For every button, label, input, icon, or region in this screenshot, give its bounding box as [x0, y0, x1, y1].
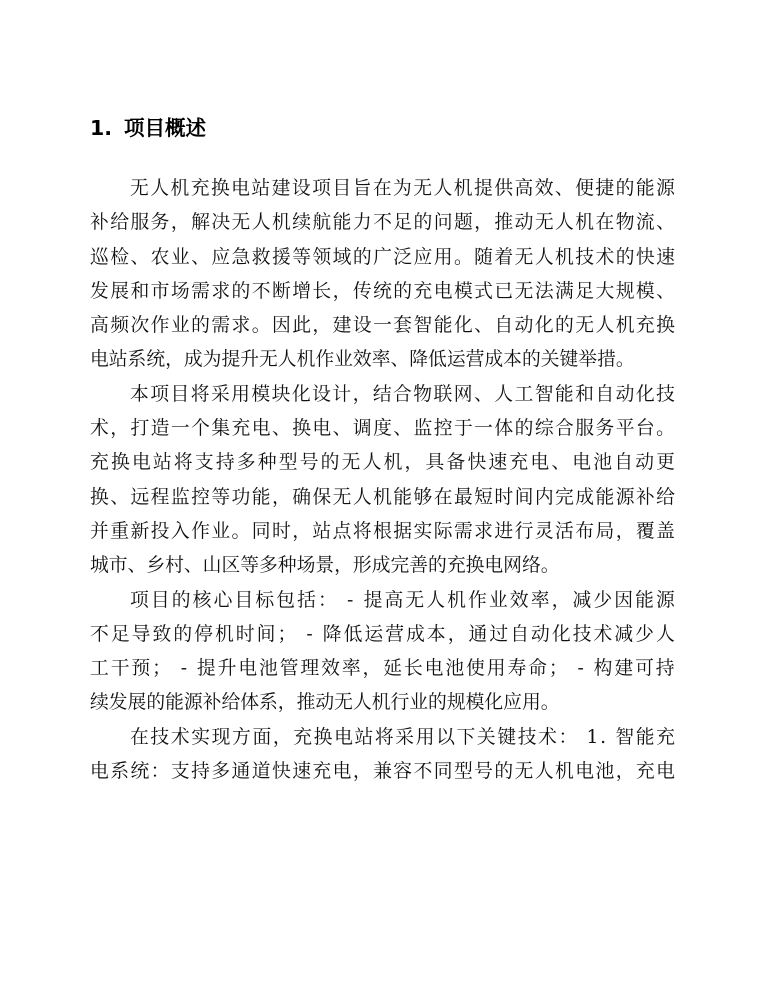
paragraph-1	[90, 172, 675, 378]
paragraph-line: 高 频 次 作 业 的 需 求 。 因 此 ， 建 设 一 套 智 能 化 、 自 动 化 的 无 人 机 充 换	[90, 315, 675, 337]
paragraph-line: 续发展的能源补给体系，推动无人机行业的规模化应用。	[90, 692, 560, 714]
paragraph-2	[90, 378, 675, 584]
paragraph-line: 术 ， 打 造 一 个 集 充 电 、 换 电 、 调 度 、 监 控 于 一 体 的 综 合 服 务 平 台 。	[90, 418, 675, 440]
paragraph-line: 电 系 统 ： 支 持 多 通 道 快 速 充 电 ， 兼 容 不 同 型 号 的 无 人 机 电 池 ， 充 电	[90, 761, 675, 783]
paragraph-line: 巡 检 、 农 业 、 应 急 救 援 等 领 域 的 广 泛 应 用 。 随 着 无 人 机 技 术 的 快 速	[90, 246, 675, 268]
section-title: 项目概述	[124, 116, 206, 140]
paragraph-line: 发 展 和 市 场 需 求 的 不 断 增 长 ， 传 统 的 充 电 模 式 已 无 法 满 足 大 规 模 、	[90, 280, 675, 302]
paragraph-line: 电站系统，成为提升无人机作业效率、降低运营成本的关键举措。	[90, 349, 635, 371]
paragraph-line: 工 干 预 ； - 提 升 电 池 管 理 效 率 ， 延 长 电 池 使 用 寿 命 ； - 构 建 可 持	[90, 658, 675, 680]
paragraph-3	[90, 584, 675, 721]
section-heading	[90, 112, 206, 144]
paragraph-line: 补 给 服 务 ， 解 决 无 人 机 续 航 能 力 不 足 的 问 题 ， 推 动 无 人 机 在 物 流 、	[90, 212, 675, 234]
paragraph-line: 并 重 新 投 入 作 业 。 同 时 ， 站 点 将 根 据 实 际 需 求 进 行 灵 活 布 局 ， 覆 盖	[90, 520, 675, 542]
document-body	[90, 172, 675, 789]
paragraph-line: 城市、乡村、山区等多种场景，形成完善的充换电网络。	[90, 555, 560, 577]
paragraph-line: 充 换 电 站 将 支 持 多 种 型 号 的 无 人 机 ， 具 备 快 速 充 电 、 电 池 自 动 更	[90, 452, 675, 474]
paragraph-4	[90, 721, 675, 790]
paragraph-line: 不 足 导 致 的 停 机 时 间 ； - 降 低 运 营 成 本 ， 通 过 自 动 化 技 术 减 少 人	[90, 623, 675, 645]
section-number: 1.	[90, 116, 113, 140]
paragraph-line: 换 、 远 程 监 控 等 功 能 ， 确 保 无 人 机 能 够 在 最 短 时 间 内 完 成 能 源 补 给	[90, 486, 675, 508]
paragraph-line: 在 技 术 实 现 方 面 ， 充 换 电 站 将 采 用 以 下 关 键 技 术 ： 1 . 智 能 充	[130, 726, 675, 748]
paragraph-line: 本 项 目 将 采 用 模 块 化 设 计 ， 结 合 物 联 网 、 人 工 智 能 和 自 动 化 技	[130, 383, 675, 405]
paragraph-line: 无 人 机 充 换 电 站 建 设 项 目 旨 在 为 无 人 机 提 供 高 效 、 便 捷 的 能 源	[130, 178, 675, 199]
paragraph-line: 项 目 的 核 心 目 标 包 括 ： - 提 高 无 人 机 作 业 效 率 ， 减 少 因 能 源	[130, 589, 675, 611]
